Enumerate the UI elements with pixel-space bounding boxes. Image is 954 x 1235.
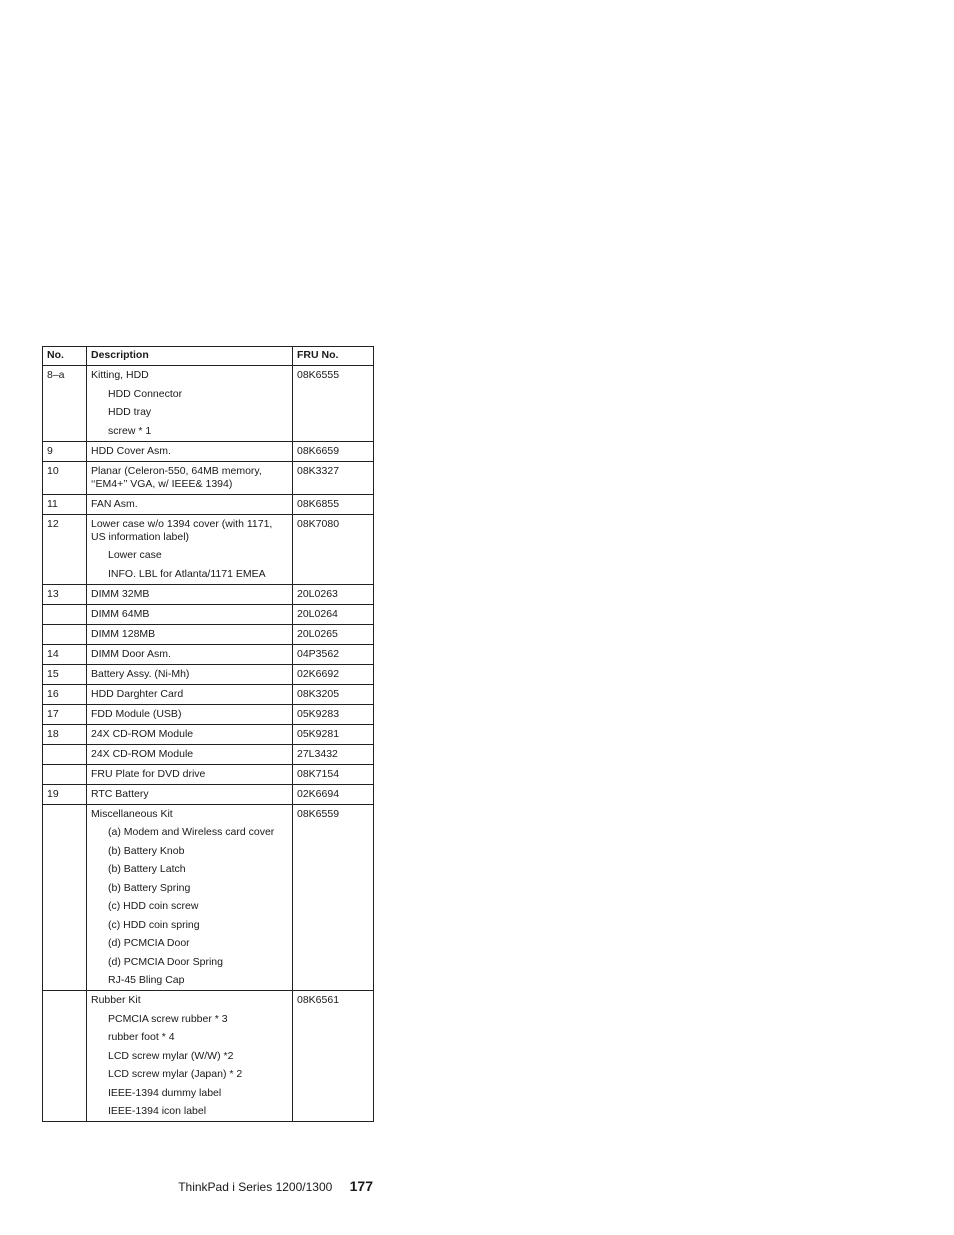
description-text: Lower case w/o 1394 cover (with 1171, US information label): [91, 517, 273, 543]
description-text: 24X CD-ROM Module: [91, 747, 194, 760]
description-text: Rubber Kit: [91, 994, 141, 1006]
cell-no: [43, 604, 87, 624]
sub-item: (c) HDD coin screw: [108, 900, 199, 912]
table-row: [43, 461, 374, 494]
description-text: DIMM Door Asm.: [91, 647, 171, 660]
cell-description: [87, 744, 293, 764]
table-row: [43, 704, 374, 724]
sub-item: LCD screw mylar (W/W) *2: [108, 1049, 234, 1062]
page-number: 177: [349, 1178, 373, 1194]
description-text: FAN Asm.: [91, 497, 138, 510]
cell-no: [43, 804, 87, 991]
cell-fru: 08K6855: [293, 494, 374, 514]
cell-fru: 20L0264: [293, 604, 374, 624]
cell-description: [87, 991, 293, 1122]
cell-description: [87, 604, 293, 624]
table-row: [43, 604, 374, 624]
cell-fru: 20L0265: [293, 624, 374, 644]
footer-title: ThinkPad i Series 1200/1300: [178, 1180, 333, 1194]
sub-item: (b) Battery Knob: [108, 844, 185, 857]
description-text: HDD Cover Asm.: [91, 444, 171, 457]
cell-no: 19: [43, 784, 87, 804]
cell-no: 16: [43, 684, 87, 704]
description-text: Planar (Celeron-550, 64MB memory, ‘‘EM4+’’ VGA, w/ IEEE& 1394): [91, 464, 262, 490]
sub-item: HDD tray: [108, 406, 152, 418]
cell-description: [87, 441, 293, 461]
sub-item: PCMCIA screw rubber * 3: [108, 1012, 228, 1025]
cell-fru: 04P3562: [293, 644, 374, 664]
fru-parts-table: [42, 346, 374, 1122]
cell-no: 13: [43, 584, 87, 604]
sub-item: (a) Modem and Wireless card cover: [108, 826, 275, 838]
description-text: 24X CD-ROM Module: [91, 727, 194, 740]
cell-no: 18: [43, 724, 87, 744]
table-body: [43, 366, 374, 1122]
table-row: [43, 624, 374, 644]
table-row: [43, 724, 374, 744]
sub-item: (d) PCMCIA Door: [108, 937, 190, 949]
cell-fru: 02K6694: [293, 784, 374, 804]
cell-no: [43, 991, 87, 1122]
cell-description: [87, 664, 293, 684]
sub-item: (c) HDD coin spring: [108, 918, 200, 931]
cell-fru: 08K6659: [293, 441, 374, 461]
description-text: FRU Plate for DVD drive: [91, 767, 206, 780]
cell-description: [87, 764, 293, 784]
sub-item: LCD screw mylar (Japan) * 2: [108, 1068, 243, 1080]
table-row: [43, 441, 374, 461]
description-text: Miscellaneous Kit: [91, 807, 173, 820]
sub-item: rubber foot * 4: [108, 1031, 175, 1043]
cell-fru: 08K3205: [293, 684, 374, 704]
table-row: [43, 494, 374, 514]
cell-no: [43, 764, 87, 784]
sub-item: screw * 1: [108, 424, 152, 437]
table-row: [43, 764, 374, 784]
cell-no: 9: [43, 441, 87, 461]
sub-item: HDD Connector: [108, 387, 183, 400]
sub-item-list: [91, 388, 288, 438]
description-text: Battery Assy. (Ni-Mh): [91, 667, 190, 680]
description-text: HDD Darghter Card: [91, 687, 184, 700]
table-row: [43, 744, 374, 764]
cell-fru: 08K7154: [293, 764, 374, 784]
cell-fru: 05K9281: [293, 724, 374, 744]
sub-item: INFO. LBL for Atlanta/1171 EMEA: [108, 567, 266, 580]
table-row: [43, 644, 374, 664]
sub-item-list: [91, 1013, 288, 1119]
table-row: [43, 684, 374, 704]
description-text: Kitting, HDD: [91, 369, 149, 381]
cell-description: [87, 784, 293, 804]
cell-fru: 08K6555: [293, 366, 374, 442]
cell-description: [87, 461, 293, 494]
sub-item: IEEE-1394 icon label: [108, 1105, 207, 1117]
sub-item-list: [91, 826, 288, 987]
description-text: DIMM 128MB: [91, 627, 156, 640]
cell-description: [87, 494, 293, 514]
cell-no: 10: [43, 461, 87, 494]
header-description: Description: [87, 347, 293, 366]
cell-description: [87, 724, 293, 744]
cell-no: 15: [43, 664, 87, 684]
table-row: [43, 664, 374, 684]
cell-description: [87, 704, 293, 724]
sub-item: Lower case: [108, 549, 162, 561]
sub-item: RJ-45 Bling Cap: [108, 974, 185, 986]
cell-description: [87, 514, 293, 584]
cell-description: [87, 804, 293, 991]
cell-description: [87, 366, 293, 442]
description-text: RTC Battery: [91, 787, 149, 800]
cell-fru: 02K6692: [293, 664, 374, 684]
table-row: [43, 991, 374, 1122]
cell-description: [87, 584, 293, 604]
cell-no: 11: [43, 494, 87, 514]
table-row: [43, 784, 374, 804]
header-no: No.: [43, 347, 87, 366]
table-row: [43, 804, 374, 991]
cell-fru: 08K6559: [293, 804, 374, 991]
sub-item: IEEE-1394 dummy label: [108, 1086, 222, 1099]
cell-fru: 20L0263: [293, 584, 374, 604]
cell-no: 8–a: [43, 366, 87, 442]
cell-no: [43, 624, 87, 644]
sub-item: (b) Battery Spring: [108, 881, 191, 894]
cell-fru: 08K3327: [293, 461, 374, 494]
cell-no: [43, 744, 87, 764]
cell-no: 12: [43, 514, 87, 584]
description-text: FDD Module (USB): [91, 707, 182, 720]
sub-item-list: [91, 549, 288, 581]
header-fru: FRU No.: [293, 347, 374, 366]
page-footer: [0, 1178, 373, 1194]
table-row: [43, 584, 374, 604]
table-row: [43, 366, 374, 442]
table-header-row: [43, 347, 374, 366]
cell-no: 17: [43, 704, 87, 724]
table-row: [43, 514, 374, 584]
sub-item: (d) PCMCIA Door Spring: [108, 955, 223, 968]
sub-item: (b) Battery Latch: [108, 863, 186, 875]
cell-fru: 08K6561: [293, 991, 374, 1122]
cell-fru: 27L3432: [293, 744, 374, 764]
cell-description: [87, 644, 293, 664]
cell-description: [87, 684, 293, 704]
cell-fru: 08K7080: [293, 514, 374, 584]
description-text: DIMM 64MB: [91, 607, 150, 620]
cell-no: 14: [43, 644, 87, 664]
cell-fru: 05K9283: [293, 704, 374, 724]
cell-description: [87, 624, 293, 644]
description-text: DIMM 32MB: [91, 587, 150, 600]
